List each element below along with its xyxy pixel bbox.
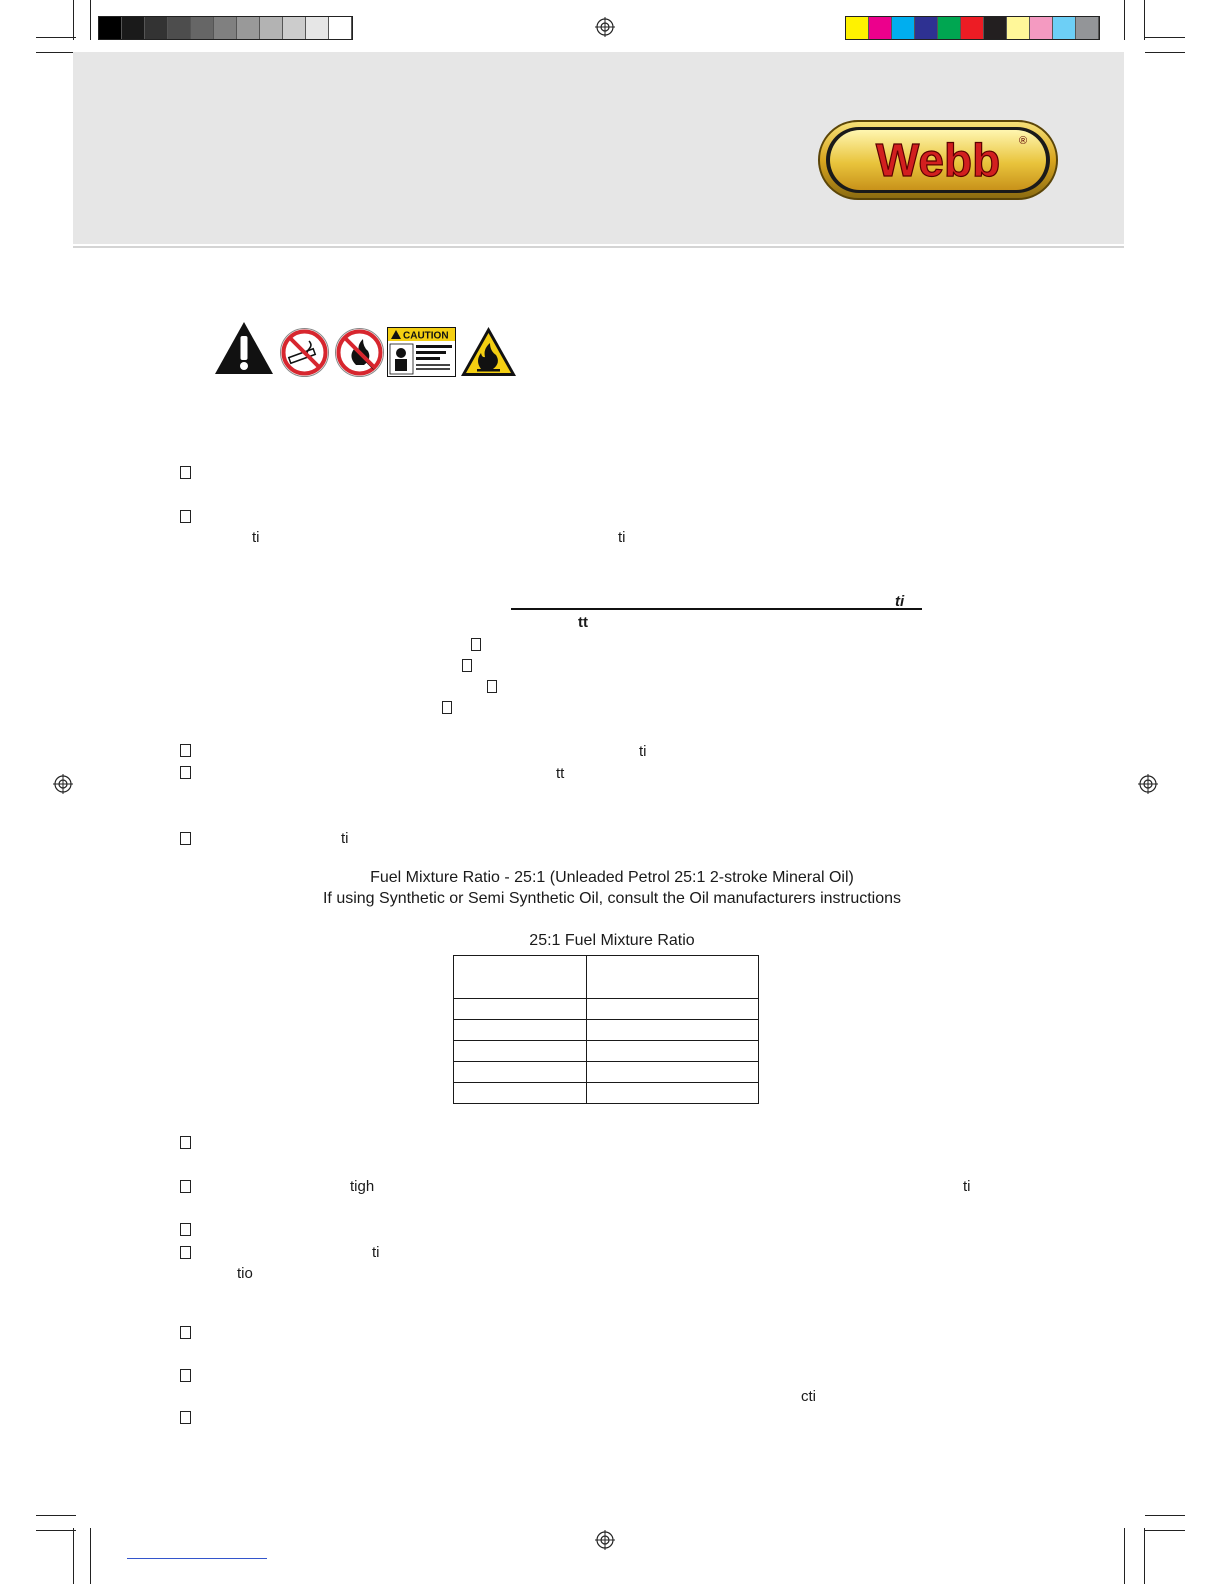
bullet-box	[180, 832, 191, 845]
fuel-ratio-line: Fuel Mixture Ratio - 25:1 (Unleaded Petrol 25:1 2-stroke Mineral Oil)	[370, 869, 854, 886]
crop-mark	[1144, 1528, 1145, 1584]
crop-mark	[1124, 1528, 1125, 1584]
table-row	[454, 1020, 759, 1041]
text-fragment: cti	[801, 1388, 816, 1405]
fuel-mixture-table	[453, 955, 759, 1104]
table-cell	[454, 1020, 587, 1041]
text-fragment: tigh	[350, 1178, 375, 1195]
crop-mark	[1145, 37, 1185, 38]
caution-heading: CAUTION	[403, 330, 449, 342]
bullet-box	[180, 466, 191, 479]
registration-mark-icon	[1138, 774, 1158, 794]
crop-mark	[1145, 1530, 1185, 1531]
cmyk-color-bar	[845, 16, 1100, 40]
crop-mark	[90, 1528, 91, 1584]
text-fragment: tt	[578, 614, 588, 631]
table-cell	[587, 1041, 759, 1062]
synthetic-oil-note: If using Synthetic or Semi Synthetic Oil, consult the Oil manufacturers instructions	[322, 890, 902, 907]
grayscale-swatch	[99, 17, 122, 39]
bullet-box	[471, 638, 481, 651]
grayscale-swatch	[260, 17, 283, 39]
grayscale-swatch	[214, 17, 237, 39]
color-swatch	[1053, 17, 1076, 39]
table-cell	[587, 1062, 759, 1083]
table-row	[454, 1083, 759, 1104]
table-cell	[587, 1020, 759, 1041]
grayscale-swatch	[283, 17, 306, 39]
bullet-box	[180, 1223, 191, 1236]
table-title: 25:1 Fuel Mixture Ratio	[529, 932, 695, 949]
text-fragment: ti	[252, 529, 260, 546]
bullet-box	[180, 1369, 191, 1382]
registered-mark: ®	[1019, 135, 1028, 147]
text-fragment: ti	[372, 1244, 380, 1261]
crop-mark	[73, 1528, 74, 1584]
crop-mark	[36, 37, 76, 38]
table-cell	[454, 1041, 587, 1062]
bullet-box	[487, 680, 497, 693]
grayscale-swatch	[329, 17, 352, 39]
caution-carbon-monoxide-icon	[387, 327, 456, 377]
crop-mark	[73, 0, 74, 40]
registration-mark-icon	[595, 1530, 615, 1550]
color-swatch	[892, 17, 915, 39]
table-row	[454, 999, 759, 1020]
text-fragment: ti	[895, 593, 905, 610]
table-cell	[454, 956, 587, 999]
crop-mark	[1145, 52, 1185, 53]
color-swatch	[984, 17, 1007, 39]
registration-mark-icon	[595, 17, 615, 37]
crop-mark	[1144, 0, 1145, 40]
crop-mark	[36, 52, 76, 53]
grayscale-swatch	[191, 17, 214, 39]
crop-mark	[1145, 1515, 1185, 1516]
table-cell	[587, 999, 759, 1020]
table-cell	[587, 956, 759, 999]
bullet-box	[180, 1180, 191, 1193]
text-fragment: ti	[639, 743, 647, 760]
grayscale-swatch	[306, 17, 329, 39]
color-swatch	[1030, 17, 1053, 39]
bullet-box	[180, 744, 191, 757]
no-open-flame-icon	[334, 327, 385, 378]
hyperlink-underline[interactable]	[127, 1558, 267, 1559]
text-fragment: ti	[618, 529, 626, 546]
header-divider	[73, 246, 1124, 248]
heading-underline	[511, 608, 922, 610]
table-cell	[454, 1062, 587, 1083]
bullet-box	[180, 510, 191, 523]
flammable-icon	[459, 325, 518, 378]
grayscale-color-bar	[98, 16, 353, 40]
color-swatch	[961, 17, 984, 39]
grayscale-swatch	[122, 17, 145, 39]
bullet-box	[180, 1136, 191, 1149]
text-fragment: ti	[963, 1178, 971, 1195]
bullet-box	[180, 1326, 191, 1339]
text-fragment: ti	[341, 830, 349, 847]
table-cell	[454, 999, 587, 1020]
bullet-box	[180, 1411, 191, 1424]
crop-mark	[1124, 0, 1125, 40]
color-swatch	[1007, 17, 1030, 39]
grayscale-swatch	[237, 17, 260, 39]
crop-mark	[36, 1530, 76, 1531]
logo-wordmark: Webb	[875, 134, 1001, 186]
grayscale-swatch	[145, 17, 168, 39]
bullet-box	[442, 701, 452, 714]
table-row	[454, 956, 759, 999]
table-row	[454, 1062, 759, 1083]
color-swatch	[938, 17, 961, 39]
webb-logo	[818, 120, 1058, 200]
grayscale-swatch	[168, 17, 191, 39]
crop-mark	[90, 0, 91, 40]
no-smoking-icon	[279, 327, 330, 378]
warning-exclamation-icon	[213, 320, 275, 376]
bullet-box	[180, 766, 191, 779]
color-swatch	[1076, 17, 1099, 39]
table-cell	[587, 1083, 759, 1104]
table-row	[454, 1041, 759, 1062]
text-fragment: tt	[556, 765, 565, 782]
table-cell	[454, 1083, 587, 1104]
color-swatch	[869, 17, 892, 39]
text-fragment: tio	[237, 1265, 253, 1282]
color-swatch	[846, 17, 869, 39]
bullet-box	[180, 1246, 191, 1259]
registration-mark-icon	[53, 774, 73, 794]
crop-mark	[36, 1515, 76, 1516]
bullet-box	[462, 659, 472, 672]
color-swatch	[915, 17, 938, 39]
